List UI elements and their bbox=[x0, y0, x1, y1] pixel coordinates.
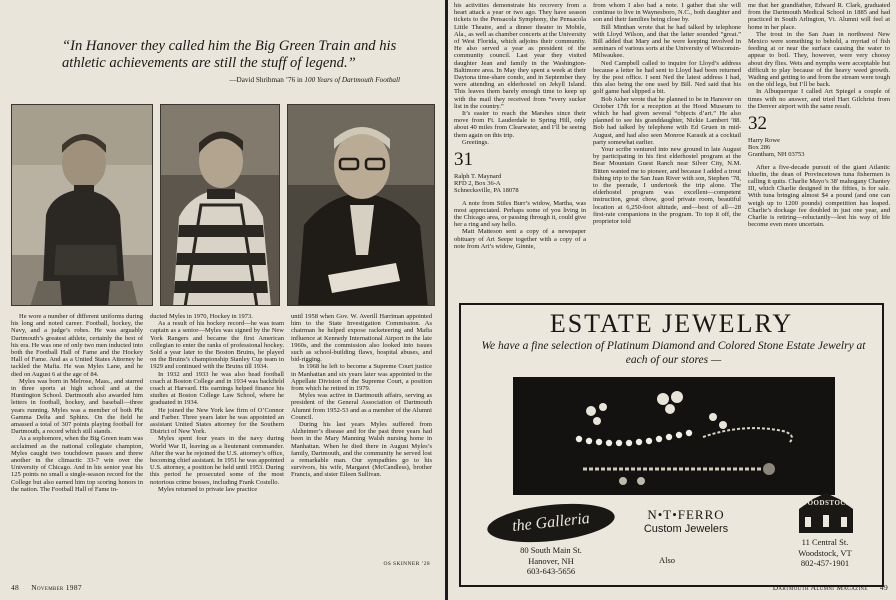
right-page bbox=[448, 0, 896, 600]
class-31-heading: 31 bbox=[454, 149, 473, 171]
photo-credit: OS SKINNER ’28 bbox=[383, 561, 430, 567]
woodstock-logo: WOODSTOCK bbox=[793, 491, 859, 533]
left-page bbox=[0, 0, 445, 600]
jewelry-image bbox=[513, 377, 835, 495]
ad-title: ESTATE JEWELRY bbox=[549, 309, 794, 338]
page-number-left: 48 November 1987 bbox=[11, 583, 82, 592]
galleria-logo: the Galleria bbox=[485, 498, 616, 547]
class-notes-column-3: me that her grandfather, Edward R. Clark, graduated from the Dartmouth Medical School in 1885 and had practiced in South Arlington, Vt. Alumni will feel at home in her place. The trout in the San Juan in northwest New Mexico were something to behold, a myriad of fish feeding at or near the surface causing the water to appear to boil. They, however, were very choosy about dry flies. Wets and nymphs were acceptable but difficult to play because of the heavy weed growth. Wading and getting to and from the stream were tough on the old legs, but I’ll be back. In Albuquerque I called Art Spiegel a couple of times with no answer, and tried Hart Gilchrist from the Denver airport with the same result. 32 Harry Rowe Box 286 Grantham, NH 03753 After a five-decade pursuit of the giant Atlantic bluefin, the dean of Provincetown tuna fishermen is calling it quits. Charlie Mayo’s 38' mahogany Chantey III, which Charlie designed in the fifties, is for sale. With tuna bringing almost $4 a pound (and one can weigh up to 1200 pounds) competition has leaped. Charlie’s dockage fee doubled in just one year, and Charlie is retiring—reluctantly—lest his way of life become even more uncertain. bbox=[748, 2, 890, 229]
photo-hockey-player bbox=[160, 104, 280, 306]
judge-portrait-image bbox=[288, 105, 435, 306]
pull-quote-text: “In Hanover they called him the Big Green Train and his athletic achievements are still the stuff of legend.” bbox=[62, 38, 397, 71]
hockey-player-image bbox=[161, 105, 280, 306]
class-32-heading: 32 bbox=[748, 113, 767, 135]
class-32-secretary: Harry Rowe bbox=[748, 137, 780, 145]
quote-attribution: —David Shribman ’76 in 100 Years of Dartmouth Football bbox=[229, 76, 400, 84]
class-notes-column-1: his activities demonstrate his recovery from a heart attack a year or two ago. They have season tickets to the Pensacola Symphony, the Pensacola Little Theatre, and a dinner theater in Mobile, Ala., as well as chamber concerts at the University of West Florida, which adjoins their community. He also served a year as president of the community council. Last year they visited daughter Jean and family in the Washington-Baltimore area. In May they spent a week at their Daytona time-share condo, and in September they were attending an elderhostel on Jekyll Island. This leaves them barely enough time to keep up with the mail they received from “every sucker list in the country.” It’s easier to reach the Marshes since their move from Ft. Lauderdale to Spring Hill, only about 40 miles from Clearwater, and I’ll be seeing them again on this trip. Greetings. 31 Ralph T. Maynard RFD 2, Box 36-A Schnecksville, PA 18078 A note from Stiles Burr’s widow, Martha, was most appreciated. Perhaps some of you living in the Chicago area, or passing through it, could give her a ring and say hello. Matt Matteson sent a copy of a newspaper obituary of Art Seepe together with a copy of a note from Art’s widow, Ginnie, bbox=[454, 2, 586, 250]
pull-quote bbox=[62, 38, 398, 71]
jewelry-photo bbox=[513, 377, 835, 495]
class-31-secretary: Ralph T. Maynard bbox=[454, 173, 502, 181]
photo-judge-portrait bbox=[287, 104, 435, 306]
ferro-logo: N•T•FERRO Custom Jewelers bbox=[643, 507, 729, 535]
article-column-3: until 1958 when Gov. W. Averill Harriman appointed him to the State Investigation Commission. As chairman he helped expose racketeering and Mafia influence at Kennedy International Airport in the late 1960s, and the commission also looked into issues such as school-building flaws, hospital abuses, and bid-rigging. In 1968 he left to become a Supreme Court justice in Manhattan and six years later was appointed to the Appellate Division of the Supreme Court, a position from which he retired in 1979. Myles was active in Dartmouth affairs, serving as president of the General Association of Dartmouth Alumni from 1952-53 and as a member of the Alumni Council. During his last years Myles suffered from Alzheimer’s disease and for the past three years had been in the Mary Manning Walsh nursing home in Manhattan. When he died there in August Myles’s family, Dartmouth, and the community he served lost a remarkable man. Our sympathies go to his survivors, his wife, Margaret (McCandless), brother Francis, and sister Eileen Sullivan. bbox=[291, 313, 432, 479]
photo-football-player bbox=[11, 104, 153, 306]
football-player-image bbox=[12, 105, 153, 306]
article-column-1: He wore a number of different uniforms during his long and noted career. Football, hockey, the Navy, and a judge’s robes. He was arguably Dartmouth’s greatest athlete, certainly the best of his era. He was one of only two men inducted into both the Football Hall of Fame and the Hockey Hall of Fame. And as a United States Attorney he tackled the Mafia. He was Myles Lane, and he died on August 6 at the age of 84. Myles was born in Melrose, Mass., and starred in three sports at high school and at the Huntington School. Dartmouth also awarded him letters in football, hockey, and baseball—three years running. Myles was a member of both Phi Gamma Delta and Sphinx. On the field he amassed a total of 307 points playing football for Dartmouth, a record which still stands. As a sophomore, when the Big Green team was acclaimed as the national collegiate champion, Myles caught two touchdown passes and threw another in the climactic 33-7 win over the University of Chicago. And in his senior year his 125 points no small a single-season record for the College but also earned him top scoring honors in the nation. The Football Hall of Fame in- bbox=[11, 313, 143, 493]
ad-subtitle: We have a fine selection of Platinum Diamond and Colored Stone Estate Jewelry at each of our stores — bbox=[481, 340, 866, 366]
article-column-2: ducted Myles in 1970, Hockey in 1973. As a result of his hockey record—he was team captain as a senior—Myles was signed by the New York Rangers and became the first American collegian to enter the ranks of professional hockey. Sold a year later to the Boston Bruins, he played on the Bruins’s championship Stanley Cup team in 1929 and continued with the Bruins till 1934. In 1932 and 1933 he was also head football coach at Boston College and in 1934 was backfield coach at Harvard. His earnings helped finance his studies at Boston College Law School, where he graduated in 1934. He joined the New York law firm of O’Connor and Farber. Three years later he was appointed an assistant United States attorney for the Southern District of New York. Myles spent four years in the navy during World War II, leaving as a lieutenant commander. After the war he rejoined the U.S. attorney’s office, becoming chief assistant. In 1951 he was appointed U.S. attorney, a position he held until 1953. During this period he prosecuted some of the most notorious crime bosses, including Frank Costello. Myles returned to private law practice bbox=[150, 313, 284, 493]
woodstock-building-icon bbox=[793, 491, 859, 533]
page-number-right: Dartmouth Alumni Magazine 49 bbox=[772, 583, 888, 592]
galleria-address: 80 South Main St. Hanover, NH 603-643-5656 bbox=[520, 545, 582, 576]
estate-jewelry-ad bbox=[459, 303, 884, 587]
also-label: Also bbox=[658, 555, 676, 565]
class-notes-column-2: from whom I also had a note. I gather that she will continue to live in Waynesboro, N.C., both daughter and son and their families being close by. Bill Minthan wrote that he had talked by telephone with Lloyd Wilson, and that the latter sounded “great.” Bill added that Mary and he were keeping involved in seminars of various sorts at the University of Wisconsin-Milwaukee. Ned Campbell called to inquire for Lloyd’s address because a letter he had sent to Lloyd had been returned by the post office. I sent Ned the latest address I had, this also being the one used by Bill. Ned said that his golf game had slipped a bit. Bob Asher wrote that he planned to be in Hanover on October 17th for a reception at the Hood Museum to which he had given several “objects d’art.” He also planned to see his granddaughter, Nickie Lambert ’88. Bob had talked by telephone with Ed Gruen in mid-August, and had also seen Monroe Karasik at a cocktail party somewhat earlier. Your scribe ventured into new ground in late August by participating in his first elderhostel program at the Bear Mountain Guest Ranch near Silver City, N.M. Bitten wanted me to pioneer, and because I added a trout fishing trip to the San Juan River with son, Stephen ’78, to the peerade, I undertook the trip alone. The elderhostel program was excellent—competent instruction, great chow, good private room, beautiful location at 6,250-foot altitude, and—best of all—28 first-rate companions in the program. To top it off, the proprietor told bbox=[593, 2, 741, 226]
woodstock-address: 11 Central St. Woodstock, VT 802-457-1901 bbox=[798, 537, 852, 568]
